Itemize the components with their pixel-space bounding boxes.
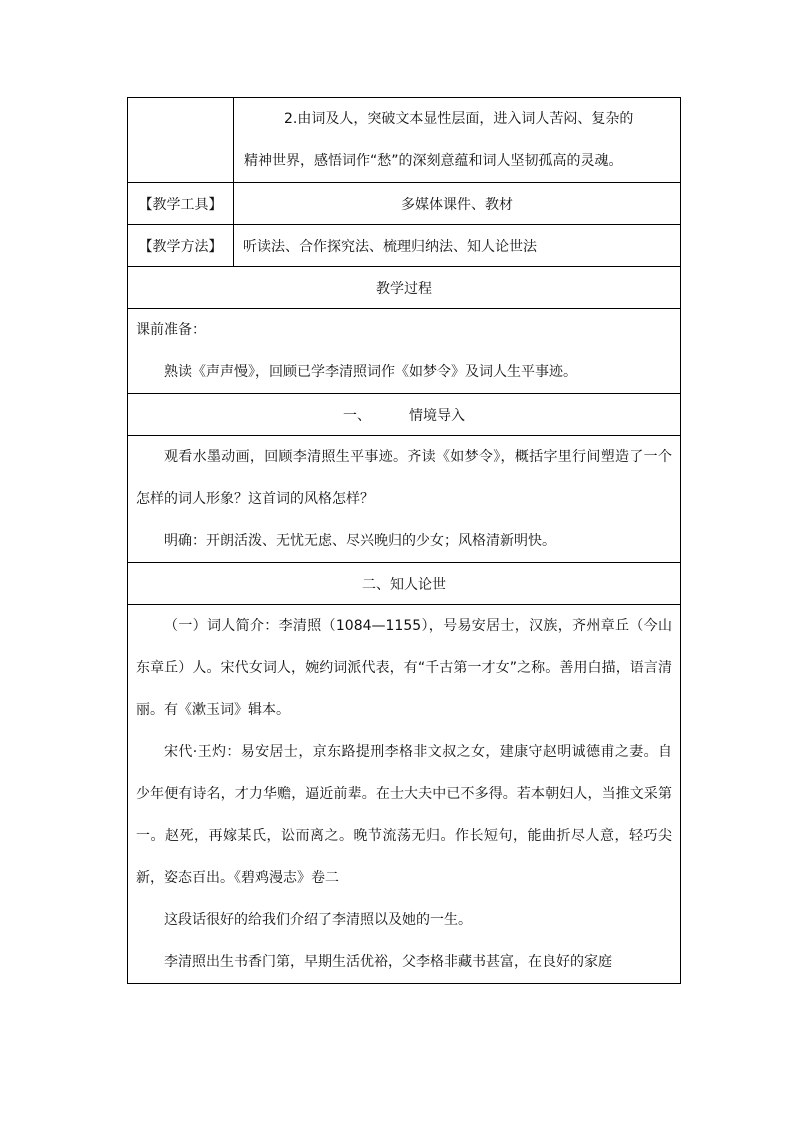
section1-body-row — [128, 436, 681, 563]
preparation-row — [128, 309, 681, 394]
objective-line-2: 精神世界，感悟词作“愁”的深刻意蕴和词人坚韧孤高的灵魂。 — [244, 153, 623, 169]
section1-heading-row — [128, 394, 681, 436]
section2-para-4: 李清照出生书香门第，早期生活优裕，父李格非藏书甚富，在良好的家庭 — [164, 954, 612, 970]
objective-cell — [234, 98, 681, 183]
section1-title: 情境导入 — [409, 407, 465, 424]
tools-label: 【教学工具】 — [128, 183, 234, 225]
process-heading-row — [128, 267, 681, 309]
objective-row — [128, 98, 681, 183]
preparation-title: 课前准备： — [136, 322, 206, 338]
section1-heading — [128, 394, 681, 436]
process-heading: 教学过程 — [128, 267, 681, 309]
objective-left-cell — [128, 98, 234, 183]
lesson-plan-table — [127, 97, 681, 984]
methods-value: 听读法、合作探究法、梳理归纳法、知人论世法 — [234, 225, 681, 267]
section1-body — [128, 436, 681, 563]
section2-heading-row — [128, 563, 681, 605]
section2-para-3: 这段话很好的给我们介绍了李清照以及她的一生。 — [164, 912, 472, 928]
tools-value: 多媒体课件、教材 — [234, 183, 681, 225]
section2-body-row — [128, 605, 681, 984]
methods-label: 【教学方法】 — [128, 225, 234, 267]
preparation-cell — [128, 309, 681, 394]
section1-para-2: 明确：开朗活泼、无忧无虑、尽兴晚归的少女；风格清新明快。 — [164, 533, 556, 549]
section2-para-1: （一）词人简介：李清照（1084—1155），号易安居士，汉族，齐州章丘（今山东章丘）人。宋代女词人，婉约词派代表，有“千古第一才女”之称。善用白描，语言清丽。有《漱玉词》辑本。 — [136, 618, 672, 718]
section1-para-1: 观看水墨动画，回顾李清照生平事迹。齐读《如梦令》，概括字里行间塑造了一个怎样的词人形象？这首词的风格怎样？ — [136, 449, 672, 507]
preparation-text: 熟读《声声慢》，回顾已学李清照词作《如梦令》及词人生平事迹。 — [164, 364, 577, 380]
section2-body — [128, 605, 681, 984]
section1-number: 一、 — [343, 407, 371, 424]
section2-para-2: 宋代·王灼：易安居士，京东路提刑李格非文叔之女，建康守赵明诚德甫之妻。自少年便有诗名，才力华赡，逼近前辈。在士大夫中已不多得。若本朝妇人，当推文采第一。赵死，再嫁某氏，讼而离之。晚节流荡无归。作长短句，能曲折尽人意，轻巧尖新，姿态百出。《碧鸡漫志》卷二 — [136, 744, 672, 886]
objective-line-1: 2.由词及人，突破文本显性层面，进入词人苦闷、复杂的 — [284, 111, 634, 127]
section2-heading: 二、知人论世 — [128, 563, 681, 605]
tools-row — [128, 183, 681, 225]
methods-row — [128, 225, 681, 267]
